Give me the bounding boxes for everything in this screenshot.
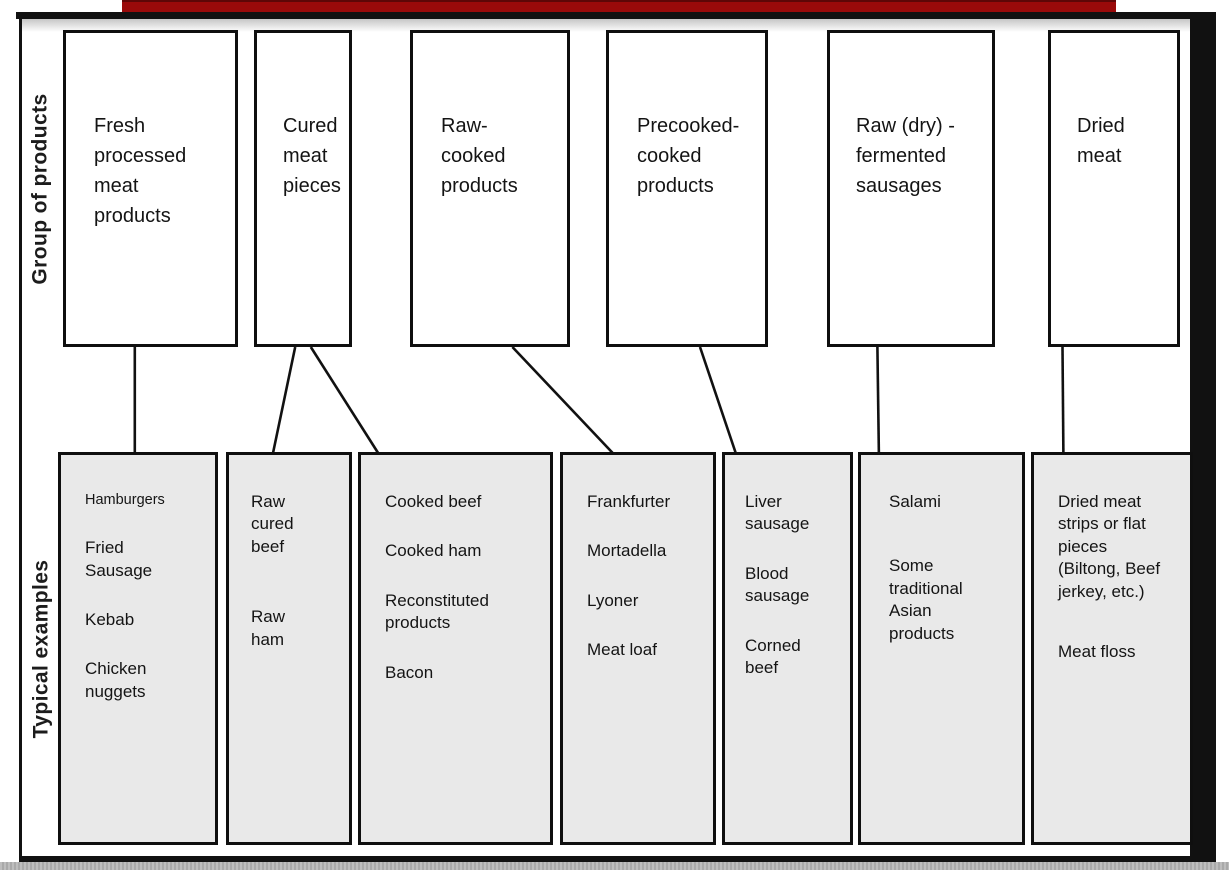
example-item: Frankfurter: [587, 492, 671, 511]
connector-line: [512, 347, 614, 455]
example-box-precooked-cooked-examples: [722, 452, 853, 845]
example-box-fresh-processed-examples: [58, 452, 218, 845]
group-box-cured-meat-pieces: [254, 30, 352, 347]
example-item: Cooked ham: [385, 541, 482, 561]
example-item: Fried Sausage: [85, 538, 153, 580]
example-item: Raw ham: [251, 607, 286, 649]
frame-right-border: [1190, 12, 1216, 862]
connector-line: [700, 347, 736, 455]
top-black-bar: [16, 12, 1216, 19]
group-box-raw-cooked: [410, 30, 570, 347]
group-box-fresh-processed: [63, 30, 238, 347]
group-box-raw-dry-fermented: [827, 30, 995, 347]
example-item: Reconstituted products: [385, 590, 489, 633]
top-red-accent-bar: [122, 0, 1116, 12]
example-item: Blood sausage: [745, 563, 810, 606]
example-item: Liver sausage: [745, 492, 810, 534]
example-item: Corned beef: [745, 635, 801, 678]
row-label-text: Typical examples: [29, 559, 52, 738]
example-item: Kebab: [85, 610, 135, 629]
row-label-group-of-products: [22, 30, 60, 347]
connector-line: [1063, 347, 1064, 455]
example-item: Hamburgers: [85, 492, 165, 508]
group-box-precooked-cooked: [606, 30, 768, 347]
bottom-texture-strip: [0, 862, 1229, 870]
example-item: Salami: [889, 492, 941, 511]
group-box-dried-meat: [1048, 30, 1180, 347]
example-item: Raw cured beef: [251, 492, 294, 556]
group-box-label: Fresh processed meat products: [94, 115, 187, 227]
example-item: Bacon: [385, 662, 434, 682]
example-box-fermented-examples: [858, 452, 1025, 845]
example-item: Lyoner: [587, 590, 639, 610]
connector-line: [877, 347, 879, 455]
example-item: Mortadella: [587, 541, 667, 561]
group-box-label: Raw (dry) - fermented sausages: [856, 115, 955, 197]
group-box-label: Dried meat: [1077, 115, 1125, 167]
group-box-label: Raw-cooked products: [441, 115, 518, 197]
example-box-cured-raw-examples: [226, 452, 352, 845]
connector-line: [273, 347, 296, 455]
example-item: Dried meat strips or flat pieces (Biltong, Beef jerkey, etc.): [1058, 492, 1161, 601]
example-item: Cooked beef: [385, 492, 482, 511]
example-box-raw-cooked-examples: [560, 452, 716, 845]
group-box-label: Precooked-cooked products: [637, 115, 740, 197]
example-item: Meat floss: [1058, 642, 1136, 662]
example-box-cured-cooked-examples: [358, 452, 553, 845]
row-label-typical-examples: [22, 452, 60, 845]
example-item: Some traditional Asian products: [889, 556, 963, 643]
example-box-dried-meat-examples: [1031, 452, 1193, 845]
example-item: Meat loaf: [587, 640, 657, 660]
connector-line: [311, 347, 380, 455]
example-item: Chicken nuggets: [85, 659, 147, 701]
group-box-label: Cured meat pieces: [283, 115, 341, 197]
row-label-text: Group of products: [29, 92, 52, 285]
